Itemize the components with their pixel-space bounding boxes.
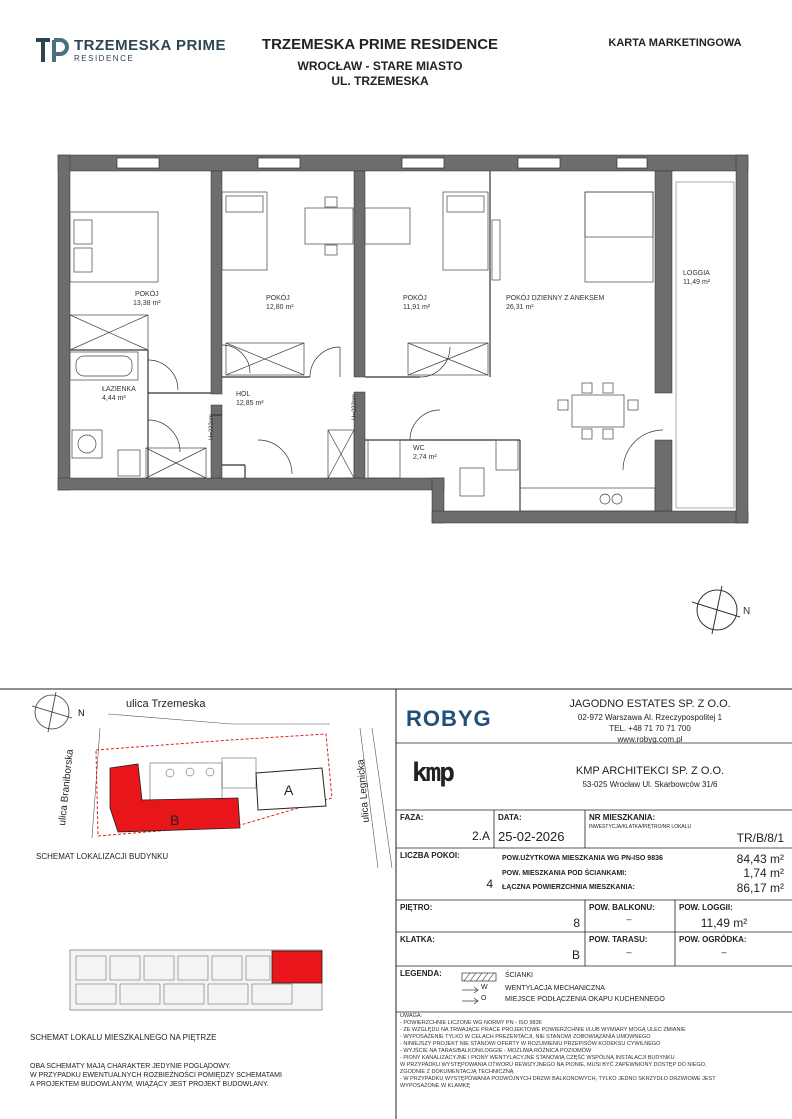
svg-text:N: N — [78, 708, 85, 718]
street-top-label: ulica Trzemeska — [126, 698, 206, 710]
pl-value: 86,17 m² — [736, 881, 784, 895]
pietro-value: 8 — [573, 916, 580, 930]
legend-walls: ŚCIANKI — [505, 972, 534, 979]
location-caption: SCHEMAT LOKALIZACJI BUDYNKU — [36, 852, 169, 861]
ogrodek-value: – — [721, 947, 727, 957]
robyg-logo: ROBYG — [406, 706, 492, 731]
room-label: LOGGIA 11,49 m² — [683, 270, 711, 286]
developer-name: JAGODNO ESTATES SP. Z O.O. — [569, 698, 731, 710]
balkon-label: POW. BALKONU: — [589, 903, 655, 912]
ps-label: POW. MIESZKANIA POD ŚCIANKAMI: — [502, 870, 627, 877]
klatka-label: KLATKA: — [400, 935, 435, 944]
kmp-logo: kmp — [412, 758, 453, 788]
room-label: ŁAZIENKA 4,44 m² — [102, 386, 136, 402]
balkon-value: – — [626, 914, 632, 924]
legend-w-symbol: W — [481, 984, 488, 991]
developer-website: www.robyg.com.pl — [617, 735, 683, 744]
pu-value: 84,43 m² — [736, 852, 784, 866]
taras-label: POW. TARASU: — [589, 935, 648, 944]
room-label: POKÓJ 12,80 m² — [266, 295, 294, 311]
pu-label: POW.UŻYTKOWA MIESZKANIA WG PN-ISO 9836 — [502, 855, 663, 862]
architect-address: 53-025 Wrocław Ul. Skarbowców 31/6 — [582, 780, 718, 789]
faza-value: 2.A — [471, 829, 490, 843]
door-height-label: H=222cm — [209, 414, 215, 440]
building-b-label: B — [170, 812, 180, 828]
street-right-label: ulica Legnicka — [355, 758, 372, 823]
street-left-label: ulica Braniborska — [57, 748, 76, 827]
pl-label: ŁĄCZNA POWIERZCHNIA MIESZKANIA: — [502, 884, 635, 891]
pietro-label: PIĘTRO: — [400, 903, 433, 912]
room-label: HOL 12,85 m² — [236, 391, 264, 407]
card-type-label: KARTA MARKETINGOWA — [608, 37, 742, 49]
legend-hood: MIEJSCE PODŁĄCZENIA OKAPU KUCHENNEGO — [505, 996, 665, 1003]
loggia-label: POW. LOGGII: — [679, 903, 733, 912]
loggia-value: 11,49 m² — [700, 916, 748, 930]
svg-text:N: N — [743, 606, 751, 617]
building-a-label: A — [284, 782, 294, 798]
door-height-label: H=222cm — [352, 394, 358, 420]
room-label: POKÓJ 11,91 m² — [403, 295, 431, 311]
klatka-value: B — [571, 948, 580, 962]
legend-ventilation: WENTYLACJA MECHANICZNA — [505, 985, 605, 992]
city-label: WROCŁAW - STARE MIASTO — [297, 59, 463, 73]
street-label: UL. TRZEMESKA — [331, 74, 429, 88]
pokoje-value: 4 — [486, 877, 493, 891]
room-label: WC 2,74 m² — [413, 445, 437, 461]
room-label: POKÓJ 13,38 m² — [133, 291, 161, 307]
pokoje-label: LICZBA POKOI: — [400, 851, 460, 860]
notes: UWAGA: - POWIERZCHNIE LICZONE WG NORMY PN - ISO 9836 - ZE WZGLĘDU NA TRWAJĄCE PRACE PROJEKTOWE POWIERZCHNIE I/LUB WYMIARY MOGĄ ULEC ZMIANIE - WYPOSAŻENIE TYLKO W CELACH PREZENTACJI, NIE STANOWI ZOBOWIĄZANIA UMOWNEGO - NINIEJSZY PROJEKT NIE STANOWI OFERTY W ROZUMIENIU PRZEPISÓW KODEKSU CYWILNEGO - WYJŚCIE NA TARAS/BALKON/LOGGIE - MOŻLIWA RÓŻNICA POZIOMÓW - PIONY KANALIZACYJNE I PIONY WENTYLACYJNE STANOWIĄ CZĘŚĆ WSPÓLNĄ INSTALACJI BUDYNKU W PRZYPADKU WYSTĘPOWANIA OTWORU REWIZYJNEGO NA PIONIE, MUSI BYĆ ZAPEWNIONY DOSTĘP DO NIEGO, ZGODNIE Z DOKUMENTACJĄ TECHNICZNĄ - W PRZYPADKU WYSTĘPOWANIA PODWÓJNYCH DRZWI BALKONOWYCH, TYLKO JEDNO SKRZYDŁO DRZWIOWE JEST WYPOSAŻONE W KLAMKĘ — [400, 1013, 716, 1089]
nr-label: NR MIESZKANIA: — [589, 813, 656, 822]
data-value: 25-02-2026 — [498, 829, 565, 844]
page-title: TRZEMESKA PRIME RESIDENCE — [261, 36, 499, 53]
architect-name: KMP ARCHITEKCI SP. Z O.O. — [575, 765, 725, 777]
brand-name: TRZEMESKA PRIME — [74, 37, 226, 54]
developer-address: 02-972 Warszawa Al. Rzeczypospolitej 1 — [577, 713, 723, 722]
compass-icon — [692, 586, 740, 634]
faza-label: FAZA: — [400, 813, 424, 822]
nr-sublabel: INWESTYCJA/KLATKA/PIĘTRO/NR LOKALU — [589, 824, 692, 830]
disclaimer: OBA SCHEMATY MAJĄ CHARAKTER JEDYNIE POGLĄDOWY. W PRZYPADKU EWENTUALNYCH ROZBIEŻNOŚCI POMIĘDZY SCHEMATAMI A PROJEKTEM BUDOWLANYM, WIĄŻĄCY JEST PROJEKT BUDOWLANY. — [30, 1063, 282, 1088]
location-compass-icon — [32, 692, 72, 732]
ps-value: 1,74 m² — [743, 866, 784, 880]
nr-value: TR/B/8/1 — [736, 831, 784, 845]
floor-caption: SCHEMAT LOKALU MIESZKALNEGO NA PIĘTRZE — [30, 1033, 217, 1042]
room-label: POKÓJ DZIENNY Z ANEKSEM 26,31 m² — [506, 295, 605, 311]
developer-phone: TEL. +48 71 70 71 700 — [609, 724, 691, 733]
taras-value: – — [626, 947, 632, 957]
brand-subtitle: RESIDENCE — [74, 54, 135, 63]
ogrodek-label: POW. OGRÓDKA: — [679, 935, 747, 944]
data-label: DATA: — [498, 813, 522, 822]
legenda-label: LEGENDA: — [400, 969, 442, 978]
legend-o-symbol: O — [481, 995, 487, 1002]
